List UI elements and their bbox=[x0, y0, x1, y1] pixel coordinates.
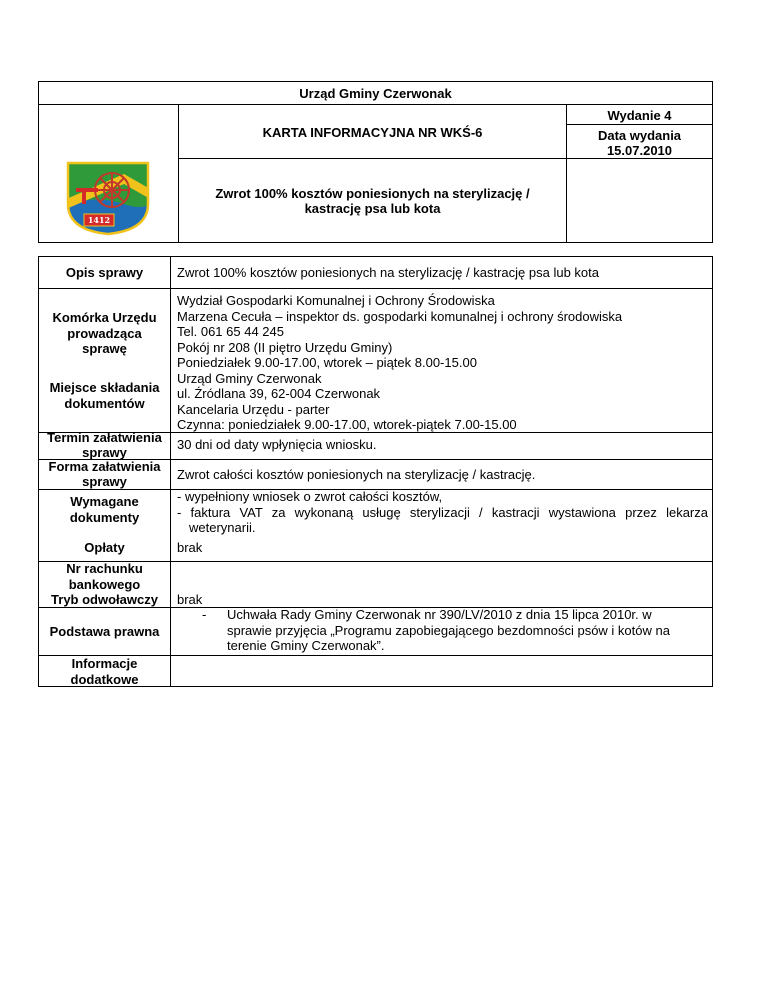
label-informacje-2: dodatkowe bbox=[70, 671, 139, 687]
value-oplaty: brak bbox=[177, 540, 203, 555]
label-tryb: Tryb odwoławczy bbox=[51, 592, 158, 607]
edition: Wydanie 4 bbox=[607, 108, 672, 123]
komorka-line-2: Marzena Cecuła – inspektor ds. gospodarki komunalnej i ochrony środowiska bbox=[177, 308, 623, 324]
podstawa-line-1: Uchwała Rady Gminy Czerwonak nr 390/LV/2010 z dnia 15 lipca 2010r. w bbox=[227, 607, 652, 622]
wymagane-line-1: - wypełniony wniosek o zwrot całości kosztów, bbox=[177, 489, 443, 504]
issue-date-label: Data wydania bbox=[597, 128, 682, 143]
value-opis-sprawy: Zwrot 100% kosztów poniesionych na sterylizację / kastrację psa lub kota bbox=[177, 265, 599, 280]
wymagane-line-2: - faktura VAT za wykonaną usługę sterylizacji / kastracji wystawiona przez lekarza bbox=[177, 504, 708, 520]
label-informacje-1: Informacje bbox=[71, 656, 138, 671]
subject-line-1: Zwrot 100% kosztów poniesionych na sterylizację / bbox=[215, 186, 530, 201]
miejsce-line-4: Czynna: poniedziałek 9.00-17.00, wtorek-piątek 7.00-15.00 bbox=[177, 417, 517, 432]
value-forma: Zwrot całości kosztów poniesionych na sterylizację / kastrację. bbox=[177, 467, 536, 482]
label-termin-1: Termin załatwienia bbox=[47, 430, 162, 445]
label-rachunek-2: bankowego bbox=[68, 576, 141, 592]
komorka-line-3: Tel. 061 65 44 245 bbox=[177, 324, 284, 339]
miejsce-line-1: Urząd Gminy Czerwonak bbox=[177, 370, 322, 386]
miejsce-line-3: Kancelaria Urzędu - parter bbox=[177, 401, 330, 417]
label-komorka-2: prowadząca bbox=[67, 325, 142, 341]
label-miejsce-1: Miejsce składania bbox=[49, 380, 160, 395]
wymagane-line-3: weterynarii. bbox=[189, 520, 256, 535]
crest-year: 1412 bbox=[87, 215, 111, 225]
label-komorka-1: Komórka Urzędu bbox=[52, 310, 157, 325]
label-termin-2: sprawy bbox=[82, 445, 127, 460]
komorka-line-5: Poniedziałek 9.00-17.00, wtorek – piątek 8.00-15.00 bbox=[177, 355, 477, 370]
subject-line-2: kastrację psa lub kota bbox=[304, 201, 441, 216]
card-title: KARTA INFORMACYJNA NR WKŚ-6 bbox=[262, 125, 483, 140]
label-opis-sprawy: Opis sprawy bbox=[65, 265, 144, 280]
coat-of-arms-icon bbox=[64, 160, 152, 236]
label-forma-1: Forma załatwienia bbox=[48, 459, 161, 474]
podstawa-line-2: sprawie przyjęcia „Programu zapobiegającego bezdomności psów i kotów na bbox=[227, 622, 670, 638]
miejsce-line-2: ul. Źródlana 39, 62-004 Czerwonak bbox=[177, 386, 381, 401]
office-name: Urząd Gminy Czerwonak bbox=[299, 86, 452, 101]
label-podstawa: Podstawa prawna bbox=[49, 624, 160, 639]
value-tryb: brak bbox=[177, 592, 203, 607]
label-wymagane-2: dokumenty bbox=[69, 509, 140, 525]
podstawa-line-3: terenie Gminy Czerwonak”. bbox=[227, 638, 385, 653]
issue-date: 15.07.2010 bbox=[606, 143, 673, 158]
label-miejsce-2: dokumentów bbox=[64, 395, 145, 411]
podstawa-bullet: - bbox=[202, 607, 207, 622]
label-oplaty: Opłaty bbox=[84, 540, 125, 555]
label-komorka-3: sprawę bbox=[82, 341, 127, 356]
label-wymagane-1: Wymagane bbox=[70, 494, 139, 509]
komorka-line-1: Wydział Gospodarki Komunalnej i Ochrony Środowiska bbox=[177, 293, 495, 308]
label-forma-2: sprawy bbox=[82, 474, 127, 489]
label-rachunek-1: Nr rachunku bbox=[66, 561, 143, 576]
komorka-line-4: Pokój nr 208 (II piętro Urzędu Gminy) bbox=[177, 339, 393, 355]
value-termin: 30 dni od daty wpłynięcia wniosku. bbox=[177, 437, 377, 452]
